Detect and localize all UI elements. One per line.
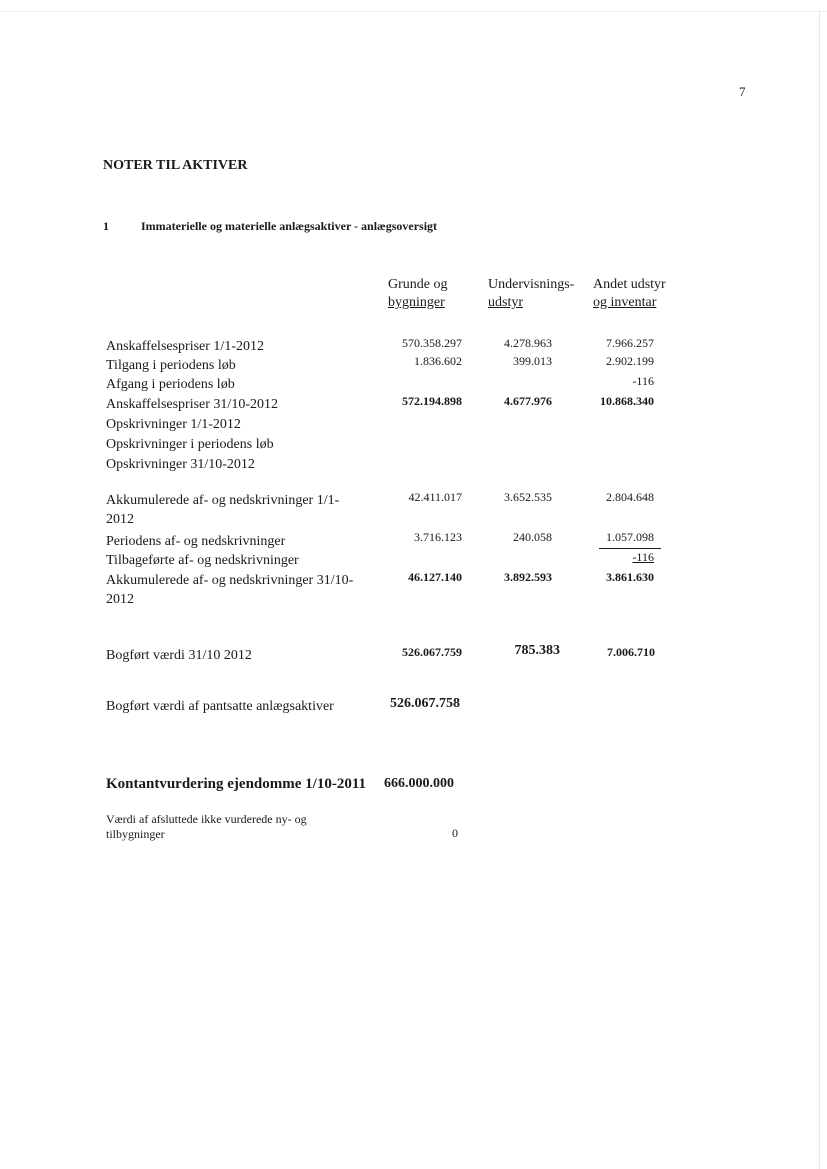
column-header-line1: Andet udstyr: [593, 277, 666, 292]
unvalued-label-line2: tilbygninger: [106, 827, 165, 841]
cell-tilgang-undervisning: 399.013: [513, 354, 552, 368]
cell-anskaffelse-end-undervisning: 4.677.976: [504, 394, 552, 408]
cell-akkumulerede-start-andet: 2.804.648: [606, 490, 654, 504]
row-label-anskaffelse-end: Anskaffelsespriser 31/10-2012: [106, 397, 278, 412]
row-label-anskaffelse-start: Anskaffelsespriser 1/1-2012: [106, 339, 264, 354]
row-label-line1: Akkumulerede af- og nedskrivninger 1/1-: [106, 493, 340, 508]
cell-tilgang-andet: 2.902.199: [606, 354, 654, 368]
row-label-opskrivning-period: Opskrivninger i periodens løb: [106, 437, 274, 452]
row-label-line2: 2012: [106, 512, 134, 527]
row-label-tilbageforte: Tilbageførte af- og nedskrivninger: [106, 553, 299, 568]
cell-periodens-undervisning: 240.058: [513, 530, 552, 544]
cell-anskaffelse-start-undervisning: 4.278.963: [504, 336, 552, 350]
cell-akkumulerede-end-undervisning: 3.892.593: [504, 570, 552, 584]
cell-akkumulerede-start-grunde: 42.411.017: [408, 490, 462, 504]
cell-anskaffelse-start-andet: 7.966.257: [606, 336, 654, 350]
column-header-andet: [593, 276, 666, 312]
cell-akkumulerede-end-andet: 3.861.630: [606, 570, 654, 584]
cell-anskaffelse-end-andet: 10.868.340: [600, 394, 654, 408]
row-label-periodens: Periodens af- og nedskrivninger: [106, 534, 286, 549]
row-label-line1: Akkumulerede af- og nedskrivninger 31/10-: [106, 573, 354, 588]
cell-periodens-andet: 1.057.098: [606, 530, 654, 544]
row-label-opskrivning-start: Opskrivninger 1/1-2012: [106, 417, 241, 432]
pledged-label: Bogført værdi af pantsatte anlægsaktiver: [106, 699, 334, 714]
row-label-afgang: Afgang i periodens løb: [106, 377, 235, 392]
column-header-line2: udstyr: [488, 295, 523, 310]
note-number: 1: [103, 219, 109, 233]
column-header-undervisning: [488, 276, 574, 312]
column-header-line1: Grunde og: [388, 277, 448, 292]
page-number: 7: [739, 84, 746, 99]
unvalued-label-line1: Værdi af afsluttede ikke vurderede ny- og: [106, 812, 307, 826]
cell-anskaffelse-start-grunde: 570.358.297: [402, 336, 462, 350]
book-value-andet: 7.006.710: [607, 645, 655, 659]
row-label-tilgang: Tilgang i periodens løb: [106, 358, 236, 373]
row-label-line2: 2012: [106, 592, 134, 607]
page-top-edge: [0, 11, 827, 12]
page-right-edge: [819, 11, 820, 1169]
unvalued-value: 0: [452, 826, 458, 840]
column-header-line1: Undervisnings-: [488, 277, 575, 292]
column-header-line2: bygninger: [388, 295, 445, 310]
book-value-undervisning: 785.383: [514, 643, 560, 658]
cell-tilgang-grunde: 1.836.602: [414, 354, 462, 368]
unvalued-label: [106, 812, 307, 842]
book-value-label: Bogført værdi 31/10 2012: [106, 648, 252, 663]
cash-valuation-value: 666.000.000: [384, 776, 454, 791]
cell-afgang-andet: -116: [632, 374, 654, 388]
cell-anskaffelse-end-grunde: 572.194.898: [402, 394, 462, 408]
pledged-value: 526.067.758: [390, 696, 460, 711]
book-value-grunde: 526.067.759: [402, 645, 462, 659]
cell-akkumulerede-start-undervisning: 3.652.535: [504, 490, 552, 504]
row-label-opskrivning-end: Opskrivninger 31/10-2012: [106, 457, 255, 472]
cash-valuation-label: Kontantvurdering ejendomme 1/10-2011: [106, 776, 366, 792]
subtotal-underline: [599, 548, 661, 549]
cell-tilbageforte-andet: -116: [632, 550, 654, 564]
column-header-line2: og inventar: [593, 295, 657, 310]
row-label-akkumulerede-start: [106, 491, 339, 529]
cell-akkumulerede-end-grunde: 46.127.140: [408, 570, 462, 584]
row-label-akkumulerede-end: [106, 571, 353, 609]
cell-periodens-grunde: 3.716.123: [414, 530, 462, 544]
section-title: NOTER TIL AKTIVER: [103, 158, 248, 173]
column-header-grunde: [388, 276, 448, 312]
note-title: Immaterielle og materielle anlægsaktiver - anlægsoversigt: [141, 219, 438, 233]
